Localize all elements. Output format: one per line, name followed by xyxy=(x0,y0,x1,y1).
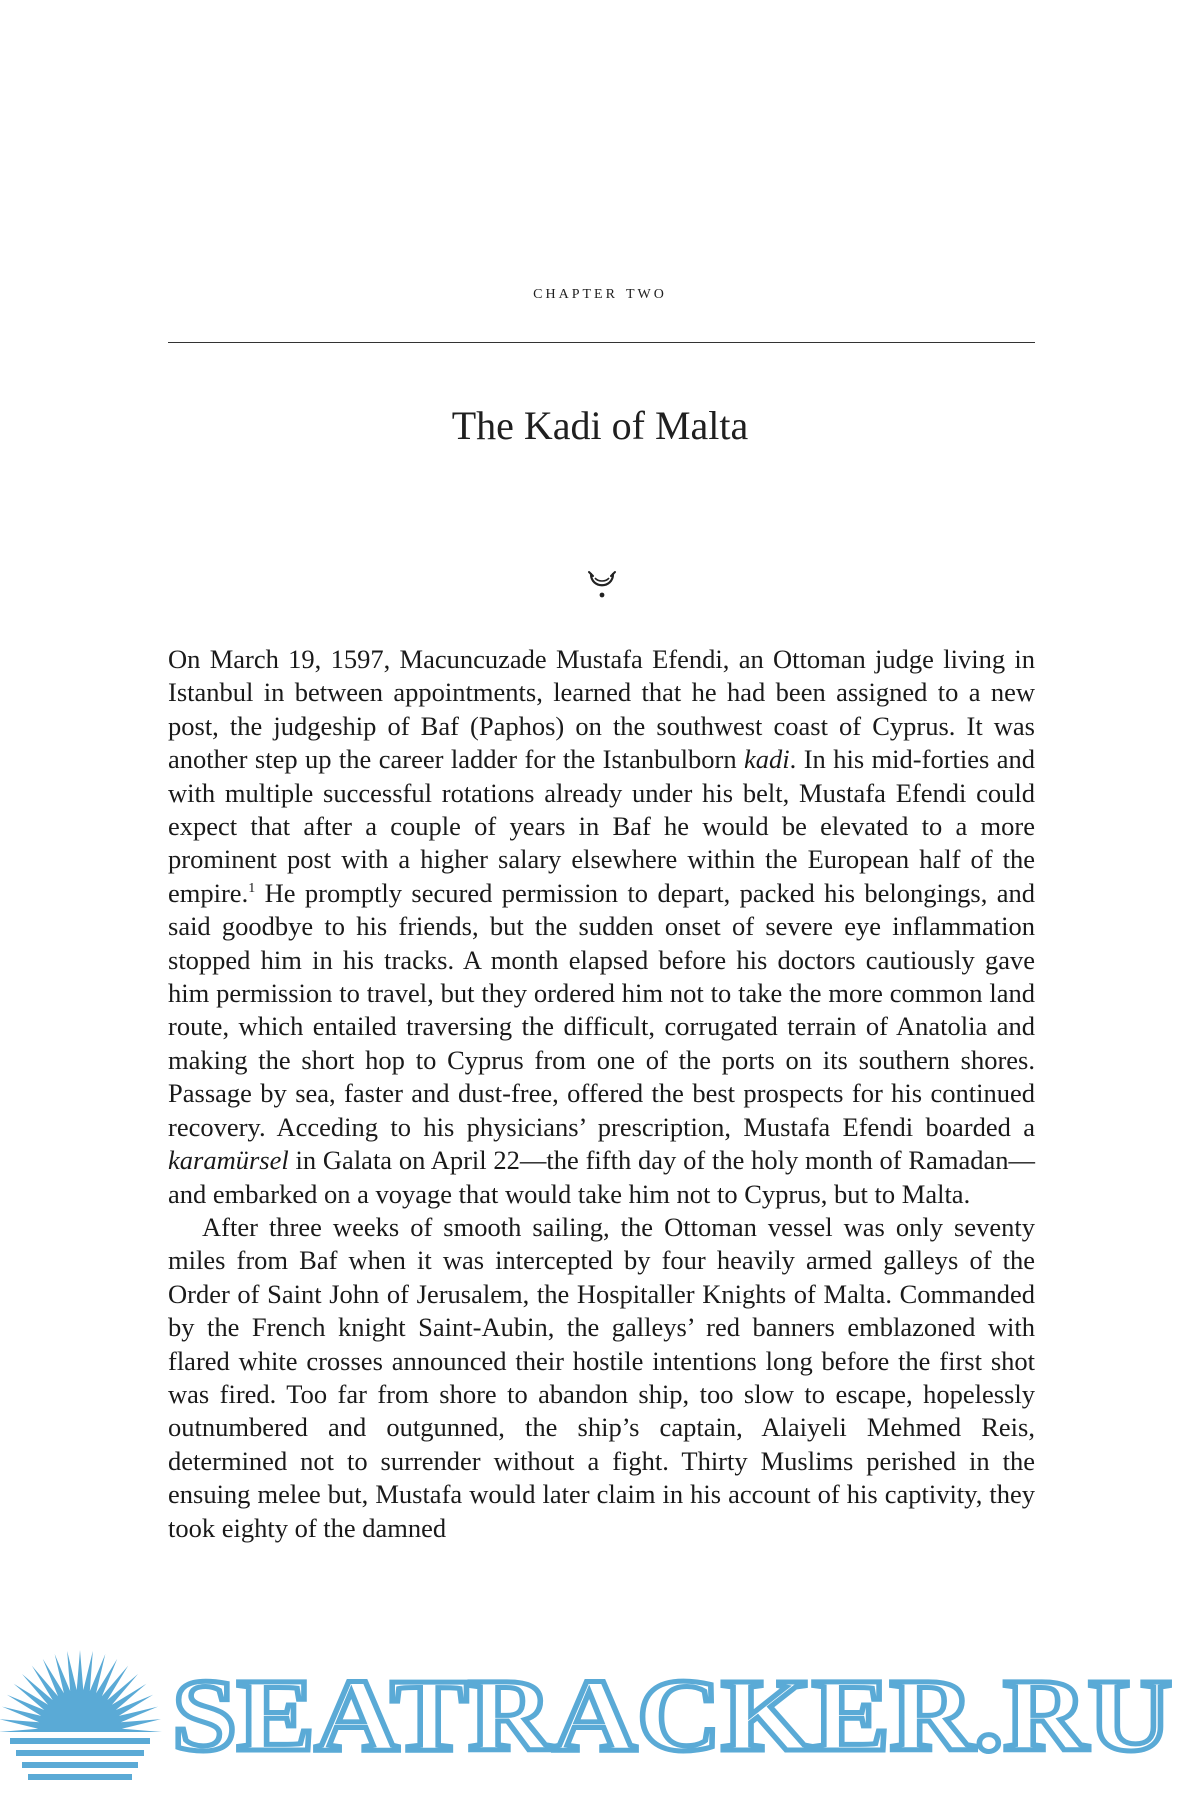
paragraph xyxy=(168,643,1035,1211)
text-run: On March 19, 1597, Macuncuzade Mustafa Efendi, an Ottoman judge living in Istanbul in between appointments, learned that he had been assigned to a new post, the judgeship of Baf (Paphos) on the southwest coast of Cyprus. It was another step up the career ladder for the Istanbulborn xyxy=(168,644,1035,775)
chapter-label: chapter two xyxy=(533,281,667,303)
chapter-title: The Kadi of Malta xyxy=(451,403,749,448)
footnote-ref: 1 xyxy=(248,880,256,896)
text-run: He promptly secured permission to depart, packed his belongings, and said goodbye to his friends, but the sudden onset of severe eye inflammation stopped him in his tracks. A month elapsed before his doctors cautiously gave him permission to travel, but they ordered him not to take the more common land route, which entailed traversing the difficult, corrugated terrain of Anatolia and making the short hop to Cyprus from one of the ports on its southern shores. Passage by sea, faster and dust-free, offered the best prospects for his continued recovery. Acceding to his physicians’ prescription, Mustafa Efendi boarded a xyxy=(168,877,1035,1142)
text-run: After three weeks of smooth sailing, the Ottoman vessel was only seventy miles from Baf when it was intercepted by four heavily armed galleys of the Order of Saint John of Jerusalem, the Hospitaller Knights of Malta. Commanded by the French knight Saint-Aubin, the galleys’ red banners emblazoned with flared white crosses announced their hostile intentions long before the first shot was fired. Too far from shore to abandon ship, too slow to escape, hopelessly outnumbered and outgunned, the ship’s captain, Alaiyeli Mehmed Reis, determined not to surrender without a fight. Thirty Muslims perished in the ensuing melee but, Mustafa would later claim in his account of his captivity, they took eighty of the damned xyxy=(168,1211,1035,1543)
italic-term: karamürsel xyxy=(168,1145,289,1176)
text-run: in Galata on April 22—the fifth day of the holy month of Ramadan—and embarked on a voyage that would take him not to Cyprus, but to Malta. xyxy=(168,1145,1035,1209)
ornament-icon xyxy=(584,565,620,605)
text-run: . In his mid-forties and with multiple successful rotations already under his belt, Mustafa Efendi could expect that after a couple of years in Baf he would be elevated to a more prominent post with a higher salary elsewhere within the European half of the empire. xyxy=(168,744,1036,908)
sun-icon xyxy=(0,1650,162,1780)
watermark xyxy=(0,1620,1200,1800)
body-text xyxy=(168,643,1035,1545)
italic-term: kadi xyxy=(744,744,790,775)
watermark-text: SEATRACKER.RU xyxy=(172,1658,1172,1773)
header-rule xyxy=(168,342,1035,343)
paragraph xyxy=(168,1211,1035,1545)
